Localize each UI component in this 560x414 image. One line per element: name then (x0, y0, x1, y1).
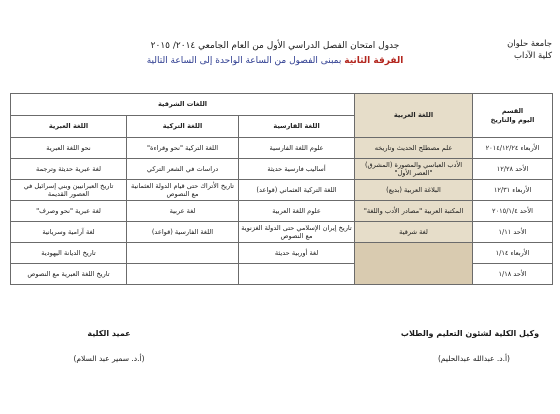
day-cell: الأحد ١/١٨ (473, 264, 553, 285)
schedule-title: جدول امتحان الفصل الدراسي الأول من العام الجامعي ٢٠١٤/ ٢٠١٥ (150, 41, 400, 51)
university-header (507, 38, 552, 62)
vice-dean-title: وكيل الكلية لشئون التعليم والطلاب (400, 329, 540, 338)
hebrew-cell: تاريخ اللغة العبرية مع النصوص (11, 264, 127, 285)
persian-header: اللغة الفارسية (239, 116, 355, 138)
hebrew-cell: نحو اللغة العبرية (11, 138, 127, 159)
day-date-header: القسم اليوم والتاريخ (473, 94, 553, 138)
faculty-name: كلية الآداب (513, 51, 552, 61)
arabic-cell (355, 243, 473, 285)
persian-cell: أساليب فارسية حديثة (239, 159, 355, 180)
table-row (11, 159, 553, 180)
turkish-cell: دراسات في الشعر التركي (127, 159, 239, 180)
persian-cell: علوم اللغة العربية (239, 201, 355, 222)
turkish-cell: تاريخ الأتراك حتى قيام الدولة العثمانية مع النصوص (127, 180, 239, 201)
dean-title: عميد الكلية (87, 329, 131, 338)
arabic-cell: المكتبة العربية "مصادر الأدب واللغة" (355, 201, 473, 222)
table-row (11, 222, 553, 243)
persian-cell (239, 264, 355, 285)
persian-cell: اللغة التركية العثماني (قواعد) (239, 180, 355, 201)
hebrew-cell: لغة عبرية "نحو وصرف" (11, 201, 127, 222)
table-row (11, 243, 553, 264)
persian-cell: تاريخ إيران الإسلامي حتى الدولة الغزنوية مع النصوص (239, 222, 355, 243)
arabic-cell: لغة شرقية (355, 222, 473, 243)
schedule-subtitle (110, 55, 440, 68)
subtitle-rest: بمبنى الفصول من الساعة الواحدة إلى الساعة التالية (146, 56, 345, 66)
eastern-languages-header: اللغات الشرقية (11, 94, 355, 116)
dean-name: (أ.د. سمير عبد السلام) (73, 354, 145, 363)
arabic-dept-header: اللغة العربية (355, 94, 473, 138)
schedule-table (10, 93, 553, 285)
day-cell: الأربعاء ١٢/٣١ (473, 180, 553, 201)
day-cell: الأربعاء ٢٠١٤/١٢/٢٤ (473, 138, 553, 159)
vice-dean-name: (أ.د. عبدالله عبدالحليم) (438, 354, 510, 363)
year-label: الفرقة الثانية (344, 56, 404, 66)
hebrew-header: اللغة العبرية (11, 116, 127, 138)
hebrew-cell: لغة عبرية حديثة وترجمة (11, 159, 127, 180)
turkish-cell: اللغة الفارسية (قواعد) (127, 222, 239, 243)
hebrew-cell: لغة آرامية وسريانية (11, 222, 127, 243)
turkish-cell (127, 264, 239, 285)
day-cell: الأحد ١/١١ (473, 222, 553, 243)
day-cell: الأحد ٢٠١٥/١/٤ (473, 201, 553, 222)
university-name: جامعة حلوان (507, 39, 552, 49)
persian-cell: علوم اللغة الفارسية (239, 138, 355, 159)
arabic-cell: البلاغة العربية (بديع) (355, 180, 473, 201)
turkish-cell (127, 243, 239, 264)
hebrew-cell: تاريخ العبرانيين وبني إسرائيل في العصور القديمة (11, 180, 127, 201)
day-cell: الأحد ١٢/٢٨ (473, 159, 553, 180)
arabic-cell: علم مصطلح الحديث وتاريخه (355, 138, 473, 159)
persian-cell: لغة أوربية حديثة (239, 243, 355, 264)
table-row (11, 138, 553, 159)
turkish-cell: لغة عربية (127, 201, 239, 222)
turkish-cell: اللغة التركية "نحو وقراءة" (127, 138, 239, 159)
hebrew-cell: تاريخ الديانة اليهودية (11, 243, 127, 264)
arabic-cell: الأدب العباسي والمصورة (المشرق) "العصر الأول" (355, 159, 473, 180)
table-row (11, 180, 553, 201)
table-row (11, 201, 553, 222)
day-cell: الأربعاء ١/١٤ (473, 243, 553, 264)
turkish-header: اللغة التركية (127, 116, 239, 138)
